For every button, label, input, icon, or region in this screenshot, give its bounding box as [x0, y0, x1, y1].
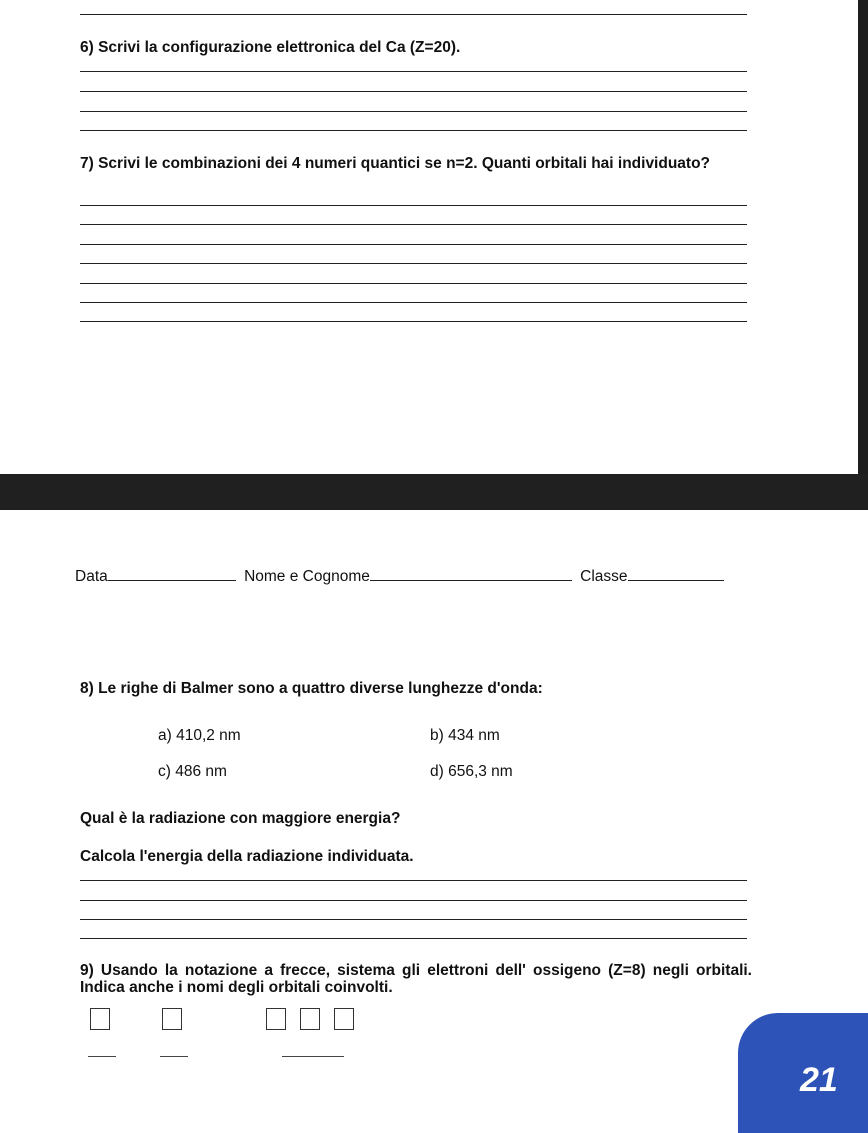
question-8: 8) Le righe di Balmer sono a quattro diverse lunghezze d'onda: — [80, 680, 543, 697]
answer-line — [80, 938, 747, 939]
page-counter-text: 21 — [800, 1061, 838, 1099]
answer-line — [80, 71, 747, 72]
class-blank — [628, 567, 724, 581]
orbital-box — [334, 1008, 354, 1030]
answer-line — [80, 283, 747, 284]
header-fields — [75, 567, 755, 585]
answer-line — [80, 880, 747, 881]
name-blank — [370, 567, 572, 581]
question-8-part2: Calcola l'energia della radiazione individuata. — [80, 848, 414, 865]
answer-line — [80, 111, 747, 112]
answer-line — [80, 919, 747, 920]
name-label: Nome e Cognome — [244, 568, 370, 585]
orbital-name-line — [282, 1056, 344, 1057]
orbital-name-line — [88, 1056, 116, 1057]
answer-line — [80, 91, 747, 92]
answer-line — [80, 224, 747, 225]
answer-line — [80, 321, 747, 322]
class-label: Classe — [580, 568, 628, 585]
question-9: 9) Usando la notazione a frecce, sistema gli elettroni dell' ossigeno (Z=8) negli orbitali. Indica anche i nomi degli orbitali coinvolti. — [80, 962, 752, 996]
page-separator — [0, 474, 868, 510]
question-8-part1: Qual è la radiazione con maggiore energia? — [80, 810, 401, 827]
answer-line — [80, 900, 747, 901]
orbital-box — [90, 1008, 110, 1030]
question-7: 7) Scrivi le combinazioni dei 4 numeri quantici se n=2. Quanti orbitali hai individuato? — [80, 155, 711, 172]
date-label: Data — [75, 568, 108, 585]
answer-line — [80, 263, 747, 264]
orbital-box — [300, 1008, 320, 1030]
answer-line — [80, 205, 747, 206]
page-edge — [858, 0, 868, 474]
orbital-box — [162, 1008, 182, 1030]
option-a: a) 410,2 nm — [158, 727, 241, 744]
answer-line — [80, 14, 747, 15]
answer-line — [80, 302, 747, 303]
option-b: b) 434 nm — [430, 727, 500, 744]
answer-line — [80, 244, 747, 245]
option-c: c) 486 nm — [158, 763, 227, 780]
date-blank — [108, 567, 236, 581]
option-d: d) 656,3 nm — [430, 763, 513, 780]
answer-line — [80, 130, 747, 131]
orbital-name-line — [160, 1056, 188, 1057]
question-6: 6) Scrivi la configurazione elettronica del Ca (Z=20). — [80, 39, 461, 56]
orbital-box — [266, 1008, 286, 1030]
